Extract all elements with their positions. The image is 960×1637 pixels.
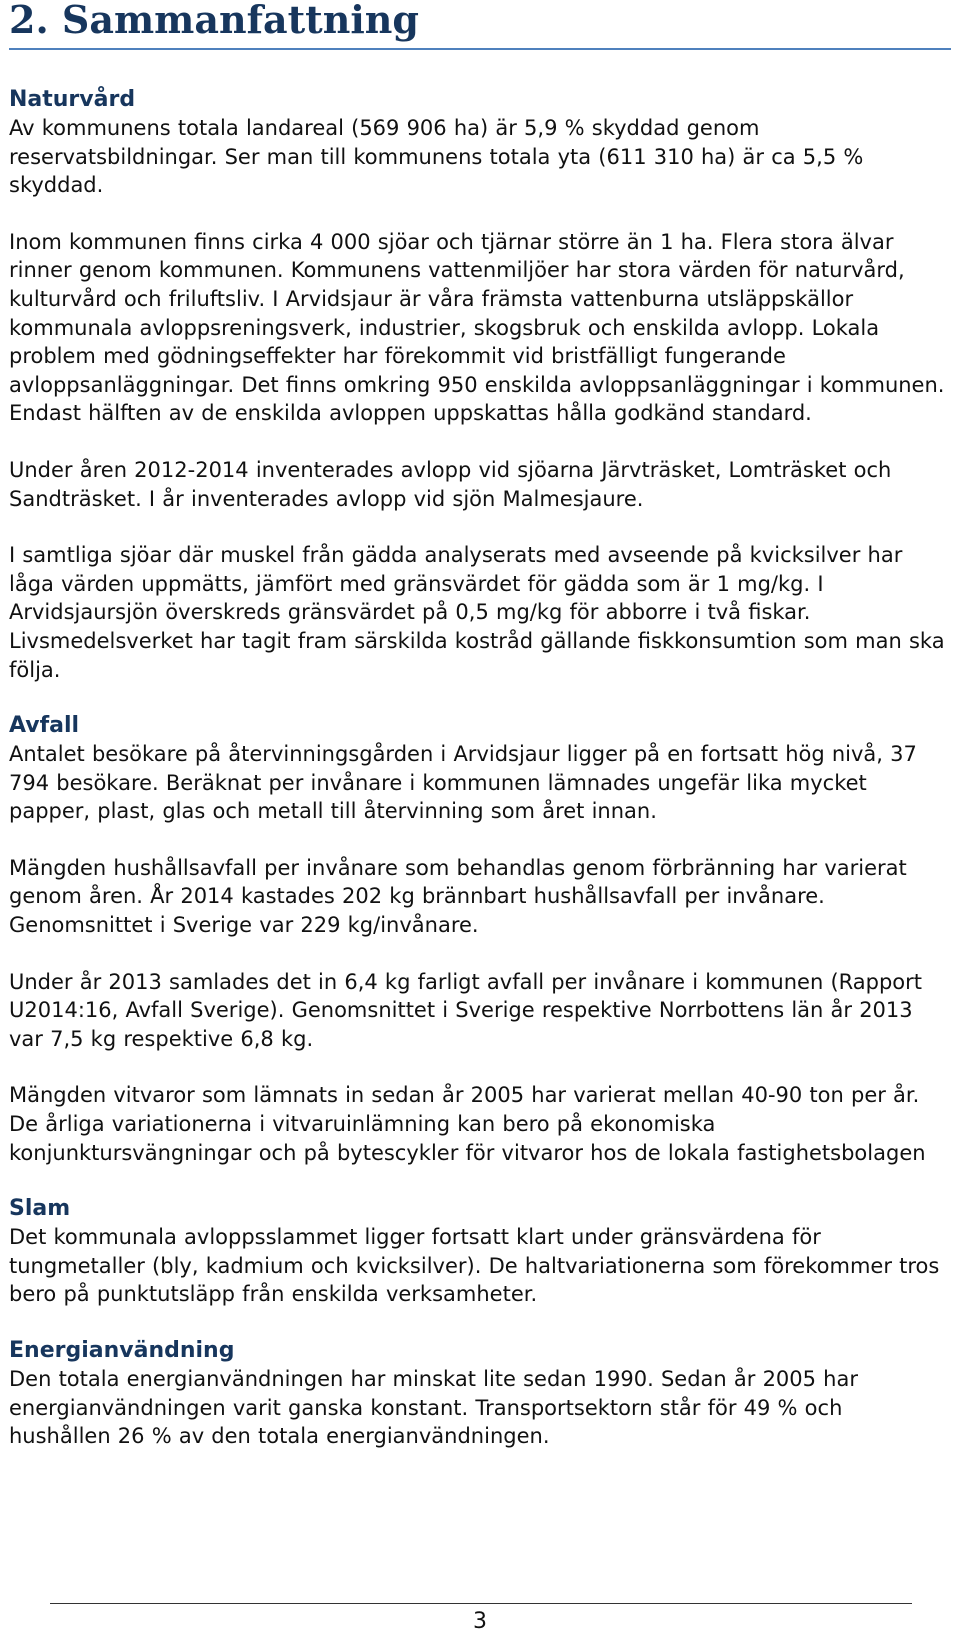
footer-divider: [50, 1603, 912, 1604]
section-naturvard: [9, 86, 951, 684]
paragraph: Under åren 2012-2014 inventerades avlopp vid sjöarna Järvträsket, Lomträsket och Sandträsket. I år inventerades avlopp vid sjön Malmesjaure.: [9, 457, 892, 511]
paragraph: Av kommunens totala landareal (569 906 ha) är 5,9 % skyddad genom reservatsbildningar. Ser man till kommunens totala yta (611 310 ha) är ca 5,5 % skyddad.: [9, 116, 864, 198]
section-avfall: [9, 712, 951, 1167]
section-heading: Avfall: [9, 713, 80, 739]
paragraph: Under år 2013 samlades det in 6,4 kg farligt avfall per invånare i kommunen (Rapport U2014:16, Avfall Sverige). Genomsnittet i Sverige respektive Norrbottens län år 2013 var 7,5 kg respektive 6,8 kg.: [9, 969, 923, 1051]
section-slam: [9, 1195, 951, 1309]
title-underline: [9, 48, 951, 50]
section-heading: Energianvändning: [9, 1338, 235, 1363]
section-heading: Slam: [9, 1196, 71, 1222]
chapter-title: 2. Sammanfattning: [9, 0, 419, 42]
document-body: [9, 86, 951, 1479]
section-energianvandning: [9, 1337, 951, 1451]
section-heading: Naturvård: [9, 87, 136, 112]
paragraph: Det kommunala avloppsslammet ligger fortsatt klart under gränsvärdena för tungmetaller (bly, kadmium och kvicksilver). De haltvariationerna som förekommer tros bero på punktutsläpp från enskilda verksamheter.: [9, 1225, 940, 1307]
paragraph: Mängden hushållsavfall per invånare som behandlas genom förbränning har varierat genom åren. År 2014 kastades 202 kg brännbart hushållsavfall per invånare. Genomsnittet i Sverige var 229 kg/invånare.: [9, 855, 907, 938]
document-page: [9, 0, 951, 1449]
paragraph: Mängden vitvaror som lämnats in sedan år 2005 har varierat mellan 40-90 ton per år. De årliga variationerna i vitvaruinlämning kan bero på ekonomiska konjunktursvängningar och på bytescykler för vitvaror hos de lokala fastighetsbolagen: [9, 1083, 926, 1165]
paragraph: Den totala energianvändningen har minskat lite sedan 1990. Sedan år 2005 har energianvändningen varit ganska konstant. Transportsektorn står för 49 % och hushållen 26 % av den totala energianvändningen.: [9, 1367, 858, 1449]
page-number: 3: [473, 1609, 487, 1634]
paragraph: I samtliga sjöar där muskel från gädda analyserats med avseende på kvicksilver har låga värden uppmätts, jämfört med gränsvärdet för gädda som är 1 mg/kg. I Arvidsjaursjön överskreds gränsvärdet på 0,5 mg/kg för abborre i två fiskar. Livsmedelsverket har tagit fram särskilda kostråd gällande fiskkonsumtion som man ska följa.: [9, 543, 945, 682]
paragraph: Antalet besökare på återvinningsgården i Arvidsjaur ligger på en fortsatt hög nivå, 37 794 besökare. Beräknat per invånare i kommunen lämnades ungefär lika mycket papper, plast, glas och metall till återvinning som året innan.: [9, 742, 917, 824]
paragraph: Inom kommunen finns cirka 4 000 sjöar och tjärnar större än 1 ha. Flera stora älvar rinner genom kommunen. Kommunens vattenmiljöer har stora värden för naturvård, kulturvård och friluftsliv. I Arvidsjaur är våra främsta vattenburna utsläppskällor kommunala avloppsreningsverk, industrier, skogsbruk och enskilda avlopp. Lokala problem med gödningseffekter har förekommit vid bristfälligt fungerande avloppsanläggningar. Det finns omkring 950 enskilda avloppsanläggningar i kommunen. Endast hälften av de enskilda avloppen uppskattas hålla godkänd standard.: [9, 229, 945, 426]
